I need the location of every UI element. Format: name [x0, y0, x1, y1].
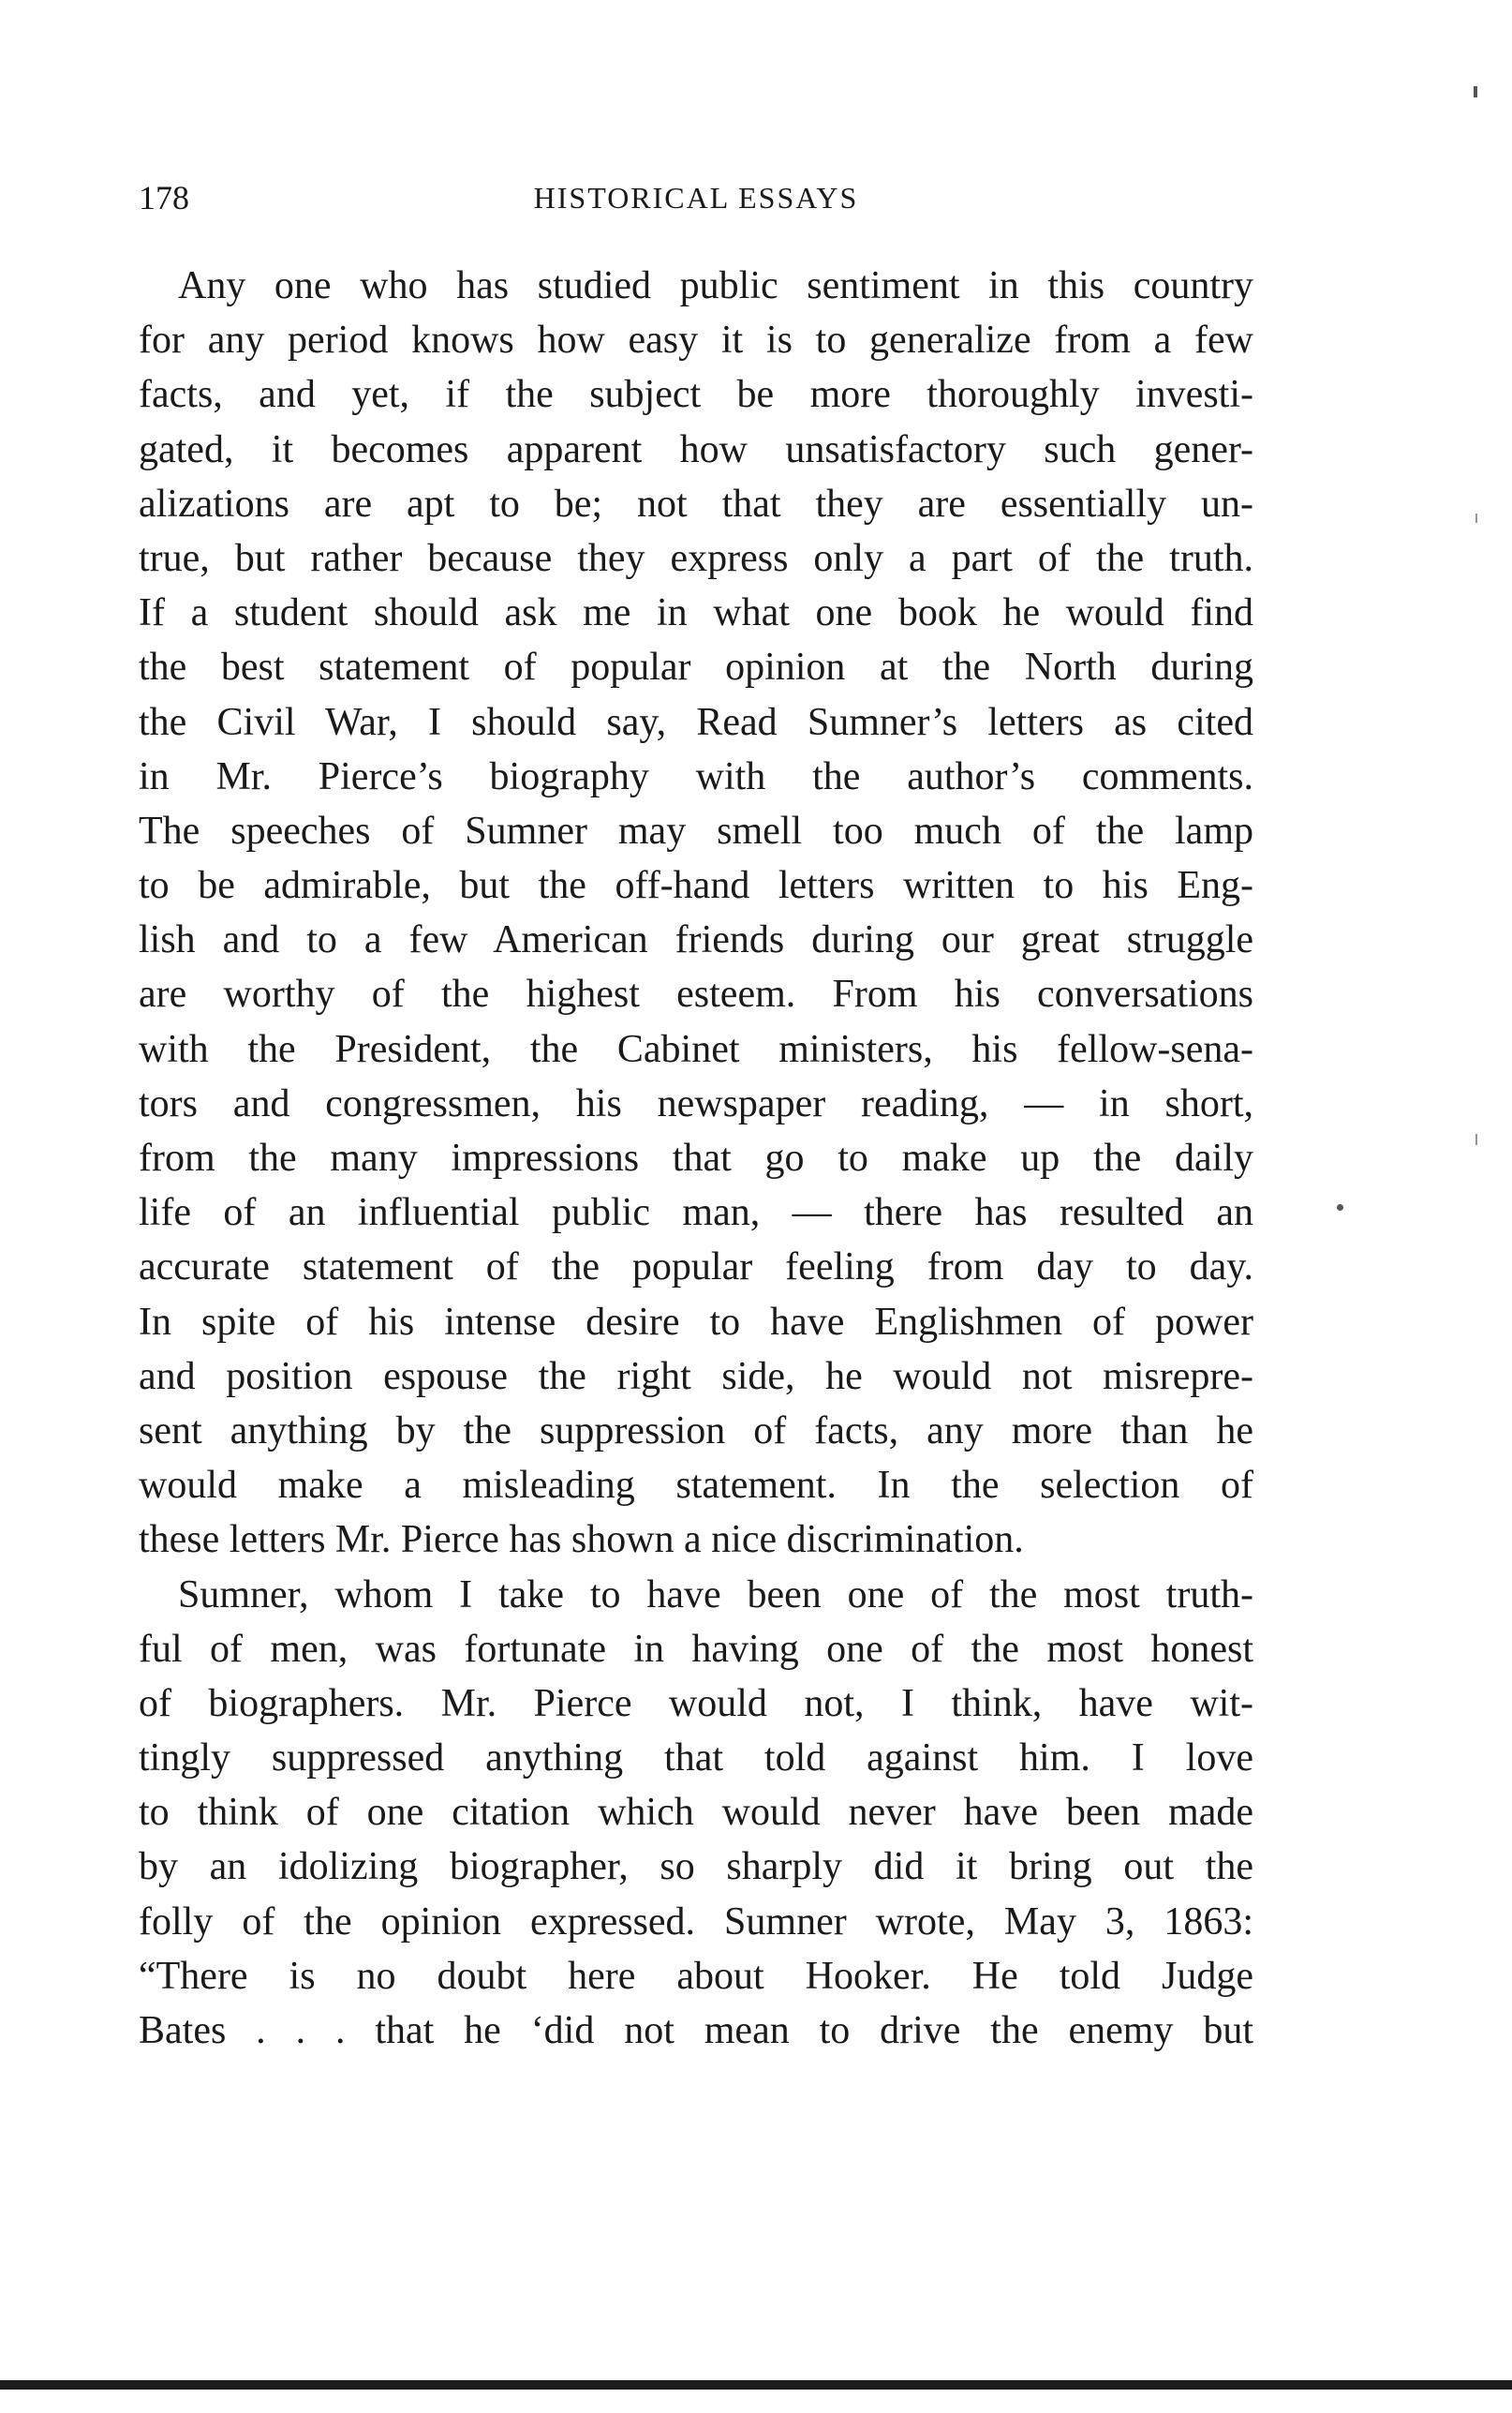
text-line: facts, and yet, if the subject be more thoroughly investi-: [139, 373, 1253, 417]
text-line: The speeches of Sumner may smell too much of the lamp: [139, 809, 1253, 853]
text-line: to think of one citation which would never have been made: [139, 1791, 1253, 1835]
margin-speck: [1474, 86, 1477, 97]
text-line: tingly suppressed anything that told against him. I love: [139, 1736, 1253, 1780]
text-line: of biographers. Mr. Pierce would not, I think, have wit-: [139, 1681, 1253, 1725]
text-line: the best statement of popular opinion at the North during: [139, 646, 1253, 690]
page-bottom-rule: [0, 2380, 1512, 2390]
text-line: lish and to a few American friends during our great struggle: [139, 918, 1253, 962]
text-line: and position espouse the right side, he would not misrepre-: [139, 1354, 1253, 1398]
text-line: with the President, the Cabinet ministers, his fellow-sena-: [139, 1027, 1253, 1071]
text-line: tors and congressmen, his newspaper reading, — in short,: [139, 1081, 1253, 1125]
text-line: to be admirable, but the off-hand letters written to his Eng-: [139, 864, 1253, 908]
text-line: life of an influential public man, — there has resulted an: [139, 1191, 1253, 1235]
text-line: Sumner, whom I take to have been one of the most truth-: [178, 1572, 1253, 1616]
text-line: would make a misleading statement. In the selection of: [139, 1464, 1253, 1508]
text-line: “There is no doubt here about Hooker. He told Judge: [139, 1954, 1253, 1998]
text-line: in Mr. Pierce’s biography with the author’s comments.: [139, 754, 1253, 798]
text-line: Any one who has studied public sentiment in this country: [178, 264, 1253, 307]
text-line: alizations are apt to be; not that they are essentially un-: [139, 482, 1253, 526]
text-line: by an idolizing biographer, so sharply did it bring out the: [139, 1845, 1253, 1889]
text-line: the Civil War, I should say, Read Sumner’s letters as cited: [139, 700, 1253, 744]
text-line: from the many impressions that go to make up the daily: [139, 1137, 1253, 1180]
running-title: HISTORICAL ESSAYS: [533, 181, 859, 215]
text-line: are worthy of the highest esteem. From his conversations: [139, 973, 1253, 1017]
text-line: for any period knows how easy it is to generalize from a few: [139, 319, 1253, 363]
page-number: 178: [139, 179, 189, 216]
text-line: sent anything by the suppression of facts, any more than he: [139, 1408, 1253, 1452]
text-line: true, but rather because they express only a part of the truth.: [139, 536, 1253, 580]
running-head: [139, 174, 1253, 221]
text-line: these letters Mr. Pierce has shown a nice discrimination.: [139, 1518, 1024, 1562]
text-line: gated, it becomes apparent how unsatisfactory such gener-: [139, 427, 1253, 471]
text-line: Bates . . . that he ‘did not mean to drive the enemy but: [139, 2009, 1253, 2052]
text-line: ful of men, was fortunate in having one of the most honest: [139, 1627, 1253, 1671]
margin-speck: [1337, 1204, 1343, 1211]
margin-speck: [1475, 514, 1477, 523]
text-line: In spite of his intense desire to have Englishmen of power: [139, 1300, 1253, 1344]
text-line: If a student should ask me in what one book he would find: [139, 591, 1253, 635]
body-text: [139, 259, 1253, 2058]
text-line: accurate statement of the popular feeling from day to day.: [139, 1245, 1253, 1289]
margin-speck: [1475, 1134, 1477, 1145]
text-line: folly of the opinion expressed. Sumner wrote, May 3, 1863:: [139, 1899, 1253, 1944]
